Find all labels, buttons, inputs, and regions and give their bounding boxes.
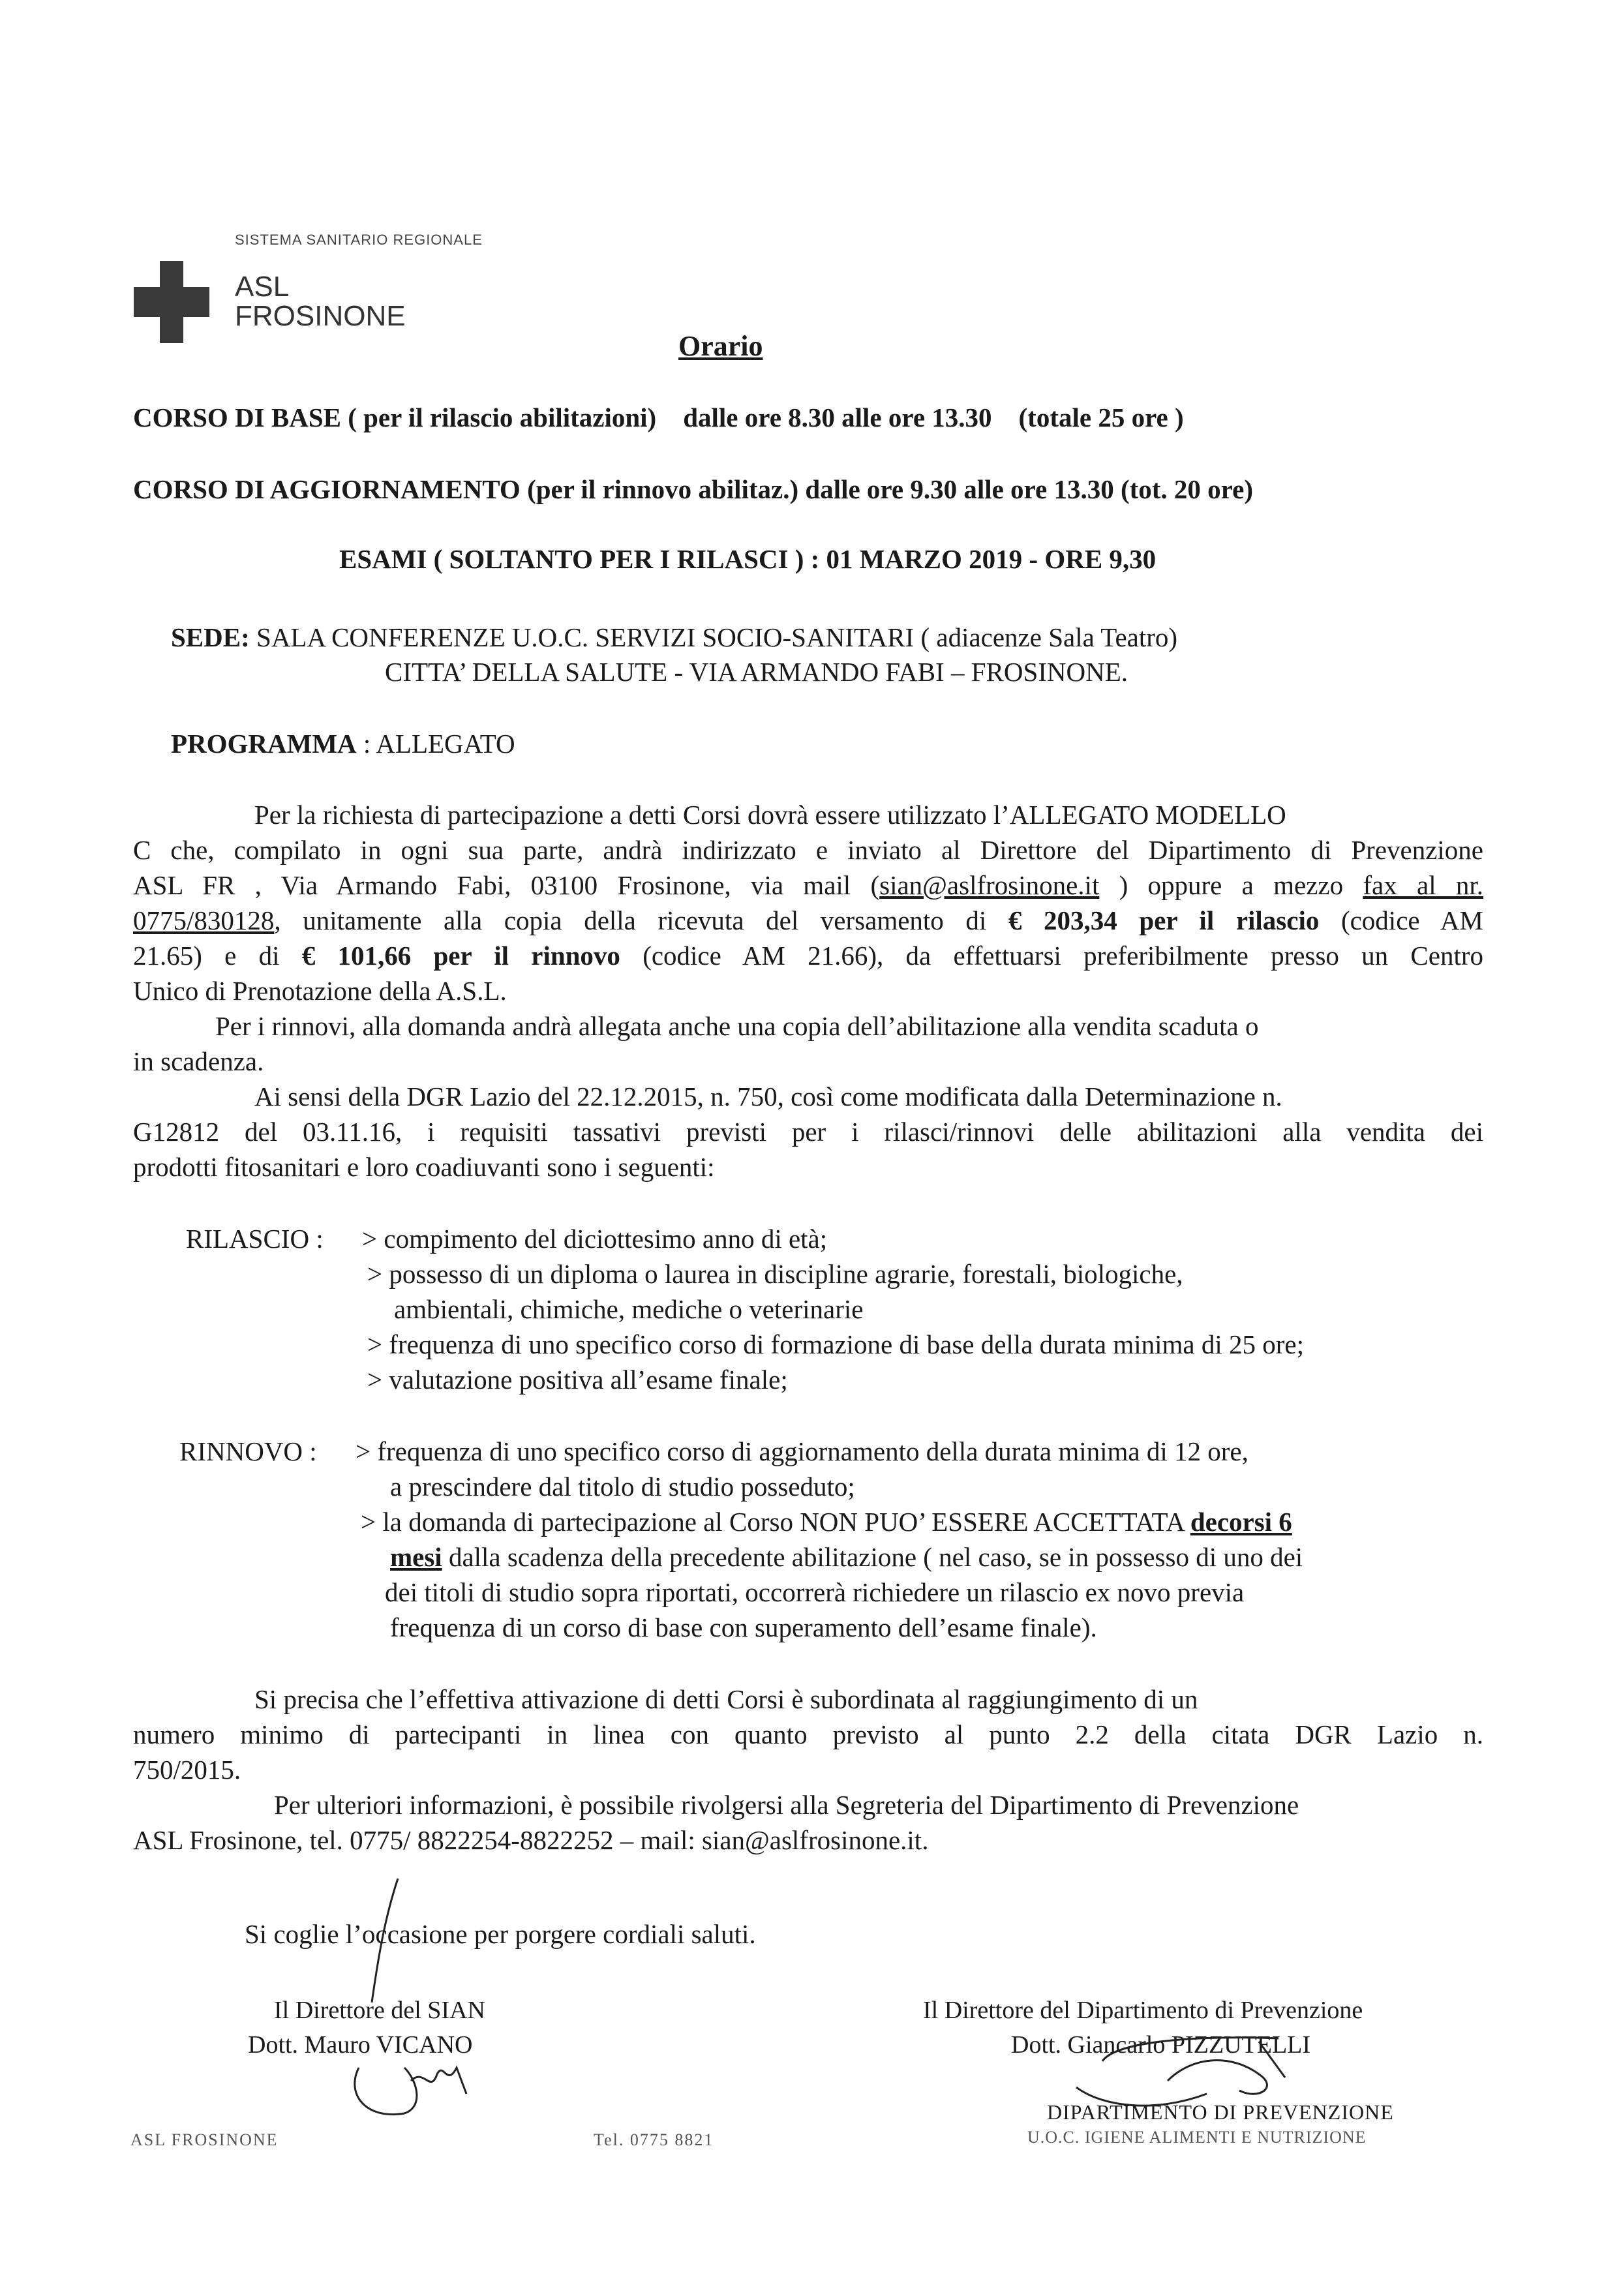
- program-line: [171, 726, 515, 761]
- program-value: : ALLEGATO: [356, 729, 515, 759]
- venue-line-1: [171, 620, 1177, 655]
- left-signature-scribble: [307, 1872, 489, 2126]
- p3-line-2: G12812 del 03.11.16, i requisiti tassativi previsti per i rilasci/rinnovi delle abilitazioni alla vendita dei: [133, 1117, 1483, 1147]
- update-course-line: CORSO DI AGGIORNAMENTO (per il rinnovo abilitaz.) dalle ore 9.30 alle ore 13.30 (tot. 20 ore): [133, 474, 1253, 504]
- p2-line-2: in scadenza.: [133, 1046, 264, 1076]
- footer-center: Tel. 0775 8821: [594, 2130, 714, 2149]
- p4-line-1: Si precisa che l’effettiva attivazione di detti Corsi è subordinata al raggiungimento di un: [254, 1684, 1198, 1714]
- email-link[interactable]: sian@aslfrosinone.it: [879, 870, 1100, 900]
- p1-l3-text: ASL FR , Via Armando Fabi, 03100 Frosinone, via mail (: [133, 870, 880, 900]
- p1-l4-text-b: (codice AM: [1319, 905, 1483, 935]
- p1-l4-text: , unitamente alla copia della ricevuta del versamento di: [274, 905, 1008, 935]
- p1-line-4: [133, 903, 1483, 938]
- p3-line-1: Ai sensi della DGR Lazio del 22.12.2015, n. 750, così come modificata dalla Determinazione n.: [254, 1081, 1282, 1111]
- amount-rilascio: € 203,34 per il rilascio: [1008, 905, 1320, 935]
- rilascio-item-2: > possesso di un diploma o laurea in discipline agrarie, forestali, biologiche,: [367, 1259, 1183, 1289]
- rilascio-label: RILASCIO :: [186, 1224, 324, 1254]
- exams-line: ESAMI ( SOLTANTO PER I RILASCI ) : 01 MARZO 2019 - ORE 9,30: [339, 544, 1157, 574]
- rilascio-item-3: > frequenza di uno specifico corso di formazione di base della durata minima di 25 ore;: [367, 1329, 1304, 1359]
- p1-line-1: Per la richiesta di partecipazione a detti Corsi dovrà essere utilizzato l’ALLEGATO MODELLO: [254, 800, 1286, 830]
- right-signature-scribble: [1063, 2016, 1402, 2113]
- right-signatory-name: Dott. Giancarlo PIZZUTELLI: [1011, 2031, 1311, 2059]
- base-course-hours: dalle ore 8.30 alle ore 13.30: [683, 402, 992, 432]
- p4-line-2: numero minimo di partecipanti in linea con quanto previsto al punto 2.2 della citata DGR Lazio n.: [133, 1719, 1483, 1749]
- p4-line-3: 750/2015.: [133, 1755, 241, 1785]
- program-label: PROGRAMMA: [171, 729, 357, 759]
- base-course-total: (totale 25 ore ): [1018, 402, 1184, 432]
- red-cross-icon: [134, 261, 209, 343]
- rilascio-item-1: > compimento del diciottesimo anno di età;: [362, 1224, 828, 1254]
- rinnovo-item-2: [361, 1504, 1292, 1539]
- page-title: Orario: [678, 330, 763, 362]
- p1-l5-text: 21.65) e di: [133, 941, 302, 971]
- base-course-line: [133, 400, 1184, 435]
- right-signatory-title: Il Direttore del Dipartimento di Prevenzione: [923, 1997, 1363, 2024]
- p1-l3-text-b: ) oppure a mezzo: [1099, 870, 1363, 900]
- p3-line-3: prodotti fitosanitari e loro coadiuvanti sono i seguenti:: [133, 1152, 715, 1182]
- p5-line-2: ASL Frosinone, tel. 0775/ 8822254-8822252 – mail: sian@aslfrosinone.it.: [133, 1825, 929, 1855]
- p1-line-3: [133, 868, 1483, 903]
- p1-line-6: Unico di Prenotazione della A.S.L.: [133, 976, 507, 1006]
- left-signatory-title: Il Direttore del SIAN: [274, 1997, 485, 2024]
- rinnovo-item-1-cont: a prescindere dal titolo di studio posseduto;: [390, 1472, 855, 1502]
- p1-line-2: C che, compilato in ogni sua parte, andrà indirizzato e inviato al Direttore del Dipartimento di Prevenzione: [133, 835, 1483, 865]
- rinnovo-item-2-cont-1: [390, 1539, 1303, 1575]
- rilascio-item-2-cont: ambientali, chimiche, mediche o veterinarie: [394, 1294, 864, 1324]
- base-course-prefix: CORSO DI BASE ( per il rilascio abilitazioni): [133, 402, 657, 432]
- deadline-highlight: decorsi 6: [1190, 1507, 1292, 1537]
- left-signatory-name: Dott. Mauro VICANO: [248, 2031, 473, 2059]
- deadline-highlight-2: mesi: [390, 1542, 442, 1572]
- greeting: Si coglie l’occasione per porgere cordiali saluti.: [245, 1919, 756, 1949]
- venue-text-1: SALA CONFERENZE U.O.C. SERVIZI SOCIO-SANITARI ( adiacenze Sala Teatro): [256, 622, 1178, 652]
- logo-asl: ASL: [235, 271, 290, 303]
- rinnovo-item-2-cont-3: frequenza di un corso di base con superamento dell’esame finale).: [390, 1612, 1097, 1642]
- p1-line-5: [133, 938, 1483, 973]
- venue-line-2: CITTA’ DELLA SALUTE - VIA ARMANDO FABI – FROSINONE.: [385, 657, 1128, 687]
- footer-left: ASL FROSINONE: [130, 2130, 279, 2149]
- rilascio-item-4: > valutazione positiva all’esame finale;: [367, 1365, 788, 1395]
- rinnovo-item-2-text: > la domanda di partecipazione al Corso NON PUO’ ESSERE ACCETTATA: [361, 1507, 1190, 1537]
- p1-l5-text-b: (codice AM 21.66), da effettuarsi preferibilmente presso un Centro: [620, 941, 1483, 971]
- p5-line-1: Per ulteriori informazioni, è possibile rivolgersi alla Segreteria del Dipartimento di Prevenzione: [274, 1790, 1299, 1820]
- amount-rinnovo: € 101,66 per il rinnovo: [301, 941, 620, 971]
- stamp-line-2: U.O.C. IGIENE ALIMENTI E NUTRIZIONE: [1027, 2128, 1367, 2147]
- logo-frosinone: FROSINONE: [235, 300, 406, 332]
- logo-system-label: SISTEMA SANITARIO REGIONALE: [235, 232, 483, 248]
- rinnovo-label: RINNOVO :: [179, 1436, 317, 1466]
- rinnovo-item-2-text-2: dalla scadenza della precedente abilitazione ( nel caso, se in possesso di uno dei: [442, 1542, 1303, 1572]
- stamp-line-1: DIPARTIMENTO DI PREVENZIONE: [1047, 2100, 1394, 2124]
- rinnovo-item-1: > frequenza di uno specifico corso di aggiornamento della durata minima di 12 ore,: [356, 1436, 1248, 1466]
- fax-number: 0775/830128: [133, 905, 275, 935]
- fax-label: fax al nr.: [1363, 870, 1483, 900]
- venue-label: SEDE:: [171, 622, 250, 652]
- rinnovo-item-2-cont-2: dei titoli di studio sopra riportati, occorrerà richiedere un rilascio ex novo previa: [385, 1577, 1245, 1607]
- p2-line-1: Per i rinnovi, alla domanda andrà allegata anche una copia dell’abilitazione alla vendita scaduta o: [215, 1011, 1259, 1041]
